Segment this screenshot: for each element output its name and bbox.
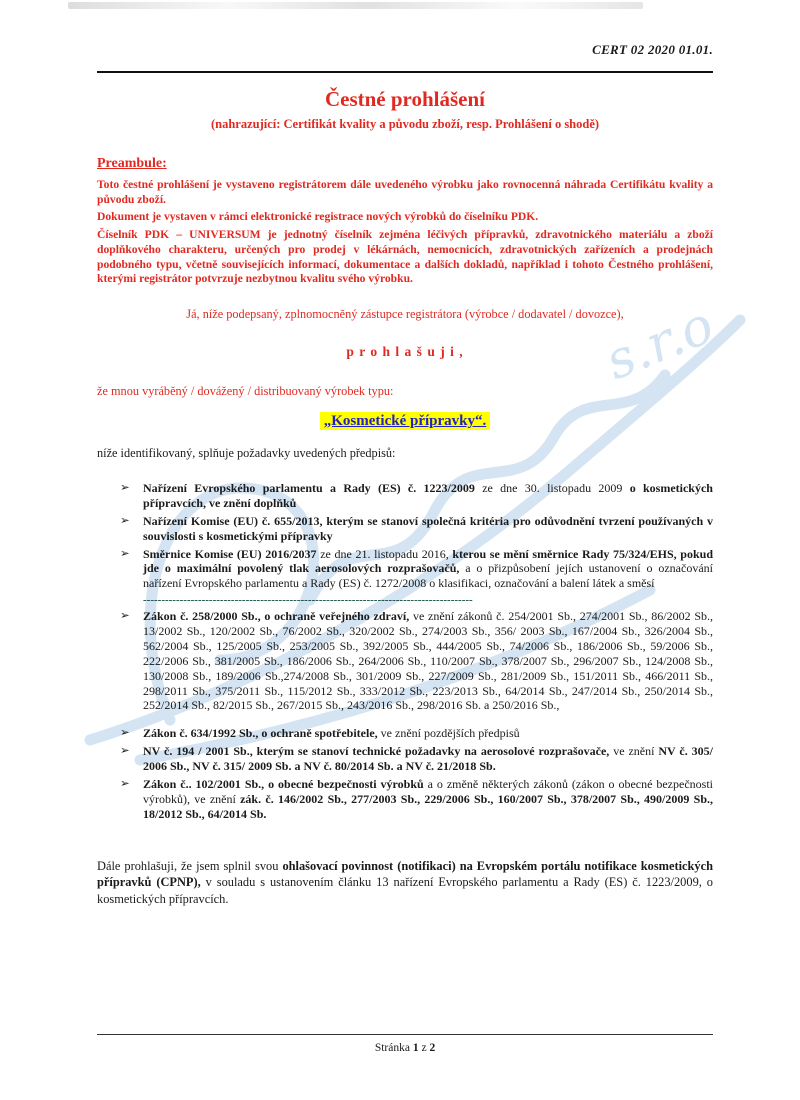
preamble-heading: Preambule: [97, 156, 167, 171]
regulation-text: Zákon č. 258/2000 Sb., o ochraně veřejného zdraví, ve znění zákonů č. 254/2001 Sb., 274/2001 Sb., 86/2002 Sb., 13/2002 Sb., 120/2002 Sb., 76/2002 Sb., 320/2002 Sb., 274/2003 Sb., 356/ 2003 Sb., 167/2004 Sb., 326/2004 Sb., 562/2004 Sb., 125/2005 Sb., 253/2005 Sb., 392/2005 Sb., 444/2005 Sb., 74/2006 Sb., 186/2006 Sb., 59/2006 Sb., 222/2006 Sb., 381/2005 Sb., 186/2006 Sb., 264/2006 Sb., 110/2007 Sb., 378/2007 Sb., 296/2007 Sb., 124/2008 Sb., 130/2008 Sb., 189/2006 Sb.,274/2008 Sb., 301/2009 Sb., 227/2009 Sb., 281/2009 Sb., 151/2011 Sb., 466/2011 Sb., 298/2011 Sb., 375/2011 Sb., 115/2012 Sb., 333/2012 Sb., 223/2013 Sb., 64/2014 Sb., 247/2014 Sb., 250/2014 Sb., 252/2014 Sb., 82/2015 Sb., 267/2015 Sb., 243/2016 Sb., 298/2016 Sb. a 250/2016 Sb., [143, 609, 713, 713]
declaration-prohlasuji: p r o h l a š u j i , [346, 344, 464, 360]
preamble-paragraph: Dokument je vystaven v rámci elektronické registrace nových výrobků do číselníku PDK. [97, 210, 539, 224]
declaration-product-intro: že mnou vyráběný / dovážený / distribuovaný výrobek typu: [97, 384, 394, 399]
arrow-bullet-icon: ➢ [120, 514, 130, 527]
product-type-line [97, 412, 713, 430]
regulation-text: Směrnice Komise (EU) 2016/2037 ze dne 21. listopadu 2016, kterou se mění směrnice Rady 75/324/EHS, pokud jde o maximální povolený tlak aerosolových rozprašovačů, a o přizpůsobení jejích ustanovení o označování nařízení Evropského parlamentu a Rady (ES) č. 1272/2008 o klasifikaci, označování a balení látek a směsí [143, 546, 713, 591]
page-footer [97, 1034, 713, 1054]
preamble-paragraph: Číselník PDK – UNIVERSUM je jednotný číselník zejména léčivých přípravků, zdravotnického materiálu a zboží doplňkového charakteru, určených pro prodej v lékárnách, nemocnicích, zdravotnických zařízeních a prodejnách podobného typu, včetně souvisejících informací, dokumentace a dalších dokladů, například i tohoto Čestného prohlášení, kterými registrátor potvrzuje nezbytnou kvalitu svého výrobku. [97, 228, 713, 286]
page-subtitle: (nahrazující: Certifikát kvality a původu zboží, resp. Prohlášení o shodě) [210, 117, 600, 131]
arrow-bullet-icon: ➢ [120, 745, 130, 758]
closing-paragraph: Dále prohlašuji, že jsem splnil svou ohlašovací povinnost (notifikaci) na Evropském portálu notifikace kosmetických přípravků (CPNP), v souladu s ustanovením článku 13 nařízení Evropského parlamentu a Rady (ES) č. 1223/2009, o kosmetických přípravcích. [97, 858, 714, 906]
page-number: Stránka 1 z 2 [374, 1042, 436, 1054]
preamble-paragraph: Toto čestné prohlášení je vystaveno registrátorem dále uvedeného výrobku jako rovnocenná náhrada Certifikátu kvality a původu zboží. [97, 178, 713, 206]
regulation-text: NV č. 194 / 2001 Sb., kterým se stanoví technické požadavky na aerosolové rozprašovače, ve znění NV č. 305/ 2006 Sb., NV č. 315/ 2009 Sb. a NV č. 80/2014 Sb. a NV č. 21/2018 Sb. [143, 744, 713, 774]
regulation-item [120, 481, 713, 511]
document-page [97, 0, 713, 908]
regulation-text: Zákon č. 634/1992 Sb., o ochraně spotřebitele, ve znění pozdějších předpisů [143, 726, 520, 741]
declaration-intro: Já, níže podepsaný, zplnomocněný zástupce registrátora (výrobce / dodavatel / dovozce), [186, 307, 624, 322]
regulation-item [120, 609, 713, 713]
cert-code: CERT 02 2020 01.01. [592, 42, 713, 57]
requirements-intro: níže identifikovaný, splňuje požadavky uvedených předpisů: [97, 446, 396, 461]
regulation-text: Zákon č.. 102/2001 Sb., o obecné bezpečnosti výrobků a o změně některých zákonů (zákon o obecné bezpečnosti výrobků), ve znění zák. č. 146/2002 Sb., 277/2003 Sb., 229/2006 Sb., 160/2007 Sb., 378/2007 Sb., 490/2009 Sb., 18/2012 Sb., 64/2014 Sb. [143, 776, 713, 821]
arrow-bullet-icon: ➢ [120, 610, 130, 623]
dashed-divider: ------------------------------------------------------------------------------------------ [143, 594, 473, 607]
arrow-bullet-icon: ➢ [120, 482, 130, 495]
watermark-text: s.r.o. [597, 289, 737, 393]
regulations-list [97, 481, 713, 822]
product-type-highlight: „Kosmetické přípravky“. [320, 412, 491, 430]
regulation-text: Nařízení Komise (EU) č. 655/2013, kterým se stanoví společná kritéria pro odůvodnění tvrzení používaných v souvislosti s kosmetickými přípravky [143, 513, 713, 543]
regulation-item [120, 744, 713, 774]
header-rule [97, 71, 713, 73]
regulation-item [120, 514, 713, 544]
regulation-item [120, 547, 713, 592]
regulation-item [120, 726, 713, 741]
page-title: Čestné prohlášení [324, 87, 486, 111]
arrow-bullet-icon: ➢ [120, 777, 130, 790]
arrow-bullet-icon: ➢ [120, 547, 130, 560]
arrow-bullet-icon: ➢ [120, 727, 130, 740]
regulation-item [120, 777, 713, 822]
regulation-text: Nařízení Evropského parlamentu a Rady (ES) č. 1223/2009 ze dne 30. listopadu 2009 o kosmetických přípravcích, ve znění doplňků [143, 481, 713, 510]
